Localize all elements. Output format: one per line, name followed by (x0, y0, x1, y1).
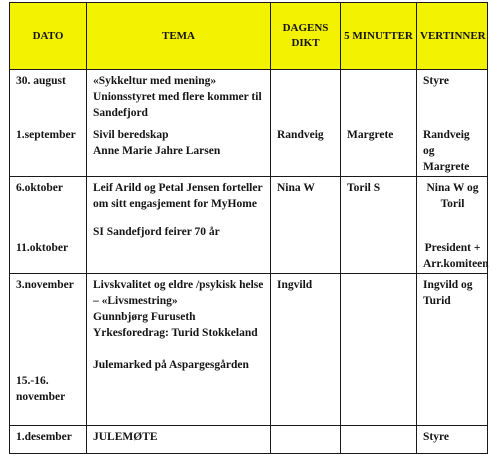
dikt-entry: Randveig (277, 129, 324, 141)
dato-cell (10, 274, 87, 426)
tema-cell (87, 177, 271, 274)
minutter-entry: Margrete (347, 129, 394, 141)
minutter-cell (341, 426, 417, 454)
vertinner-entry: Ingvild og Turid (423, 279, 473, 307)
dato-entry: 1.september (16, 129, 76, 141)
tema-entry: JULEMØTE (93, 431, 158, 443)
tema-cell (87, 426, 271, 454)
dikt-cell (271, 274, 341, 426)
tema-entry: «Sykkeltur med mening» Unionsstyret med flere kommer til Sandefjord (93, 75, 262, 119)
table-row (10, 274, 488, 426)
vertinner-entry: Randveig og Margrete (423, 129, 470, 173)
dato-entry: 1.desember (16, 431, 72, 443)
header-vertinner: VERTINNER (417, 3, 488, 70)
program-table (9, 2, 488, 454)
dato-entry: 15.-16. november (16, 375, 66, 403)
tema-entry: Sivil beredskap Anne Marie Jahre Larsen (93, 129, 221, 157)
vertinner-entry: Styre (423, 75, 449, 87)
header-row (10, 3, 488, 70)
program-sheet (9, 2, 488, 454)
dato-entry: 30. august (16, 75, 66, 87)
header-tema: TEMA (87, 3, 271, 70)
dikt-cell (271, 426, 341, 454)
dikt-entry: Nina W (277, 182, 315, 194)
minutter-cell (341, 177, 417, 274)
vertinner-entry: Styre (423, 431, 449, 443)
tema-entry: Julemarked på Aspargesgården (93, 359, 249, 371)
dato-cell (10, 426, 87, 454)
minutter-cell (341, 274, 417, 426)
tema-entry: SI Sandefjord feirer 70 år (93, 226, 220, 238)
vertinner-cell (417, 177, 488, 274)
tema-entry: Livskvalitet og eldre /psykisk helse – «Livsmestring» Gunnbjørg Furuseth Yrkesforedrag: Turid Stokkeland (93, 279, 264, 339)
dato-entry: 6.oktober (16, 182, 63, 194)
dikt-cell (271, 177, 341, 274)
vertinner-cell (417, 274, 488, 426)
minutter-entry: Toril S (347, 182, 381, 194)
dato-cell (10, 70, 87, 177)
header-5-minutter: 5 MINUTTER (341, 3, 417, 70)
vertinner-cell (417, 70, 488, 177)
vertinner-entry: Nina W og Toril (426, 182, 479, 210)
table-row (10, 177, 488, 274)
table-row (10, 70, 488, 177)
dikt-cell (271, 70, 341, 177)
tema-cell (87, 70, 271, 177)
vertinner-entry: President + Arr.komiteen (423, 242, 489, 270)
header-dato: DATO (10, 3, 87, 70)
dikt-entry: Ingvild (277, 279, 313, 291)
table-row (10, 426, 488, 454)
tema-entry: Leif Arild og Petal Jensen forteller om sitt engasjement for MyHome (93, 182, 263, 210)
dato-entry: 3.november (16, 279, 74, 291)
dato-cell (10, 177, 87, 274)
tema-cell (87, 274, 271, 426)
header-dagens-dikt: DAGENS DIKT (271, 3, 341, 70)
dato-entry: 11.oktober (16, 242, 69, 254)
vertinner-cell (417, 426, 488, 454)
minutter-cell (341, 70, 417, 177)
